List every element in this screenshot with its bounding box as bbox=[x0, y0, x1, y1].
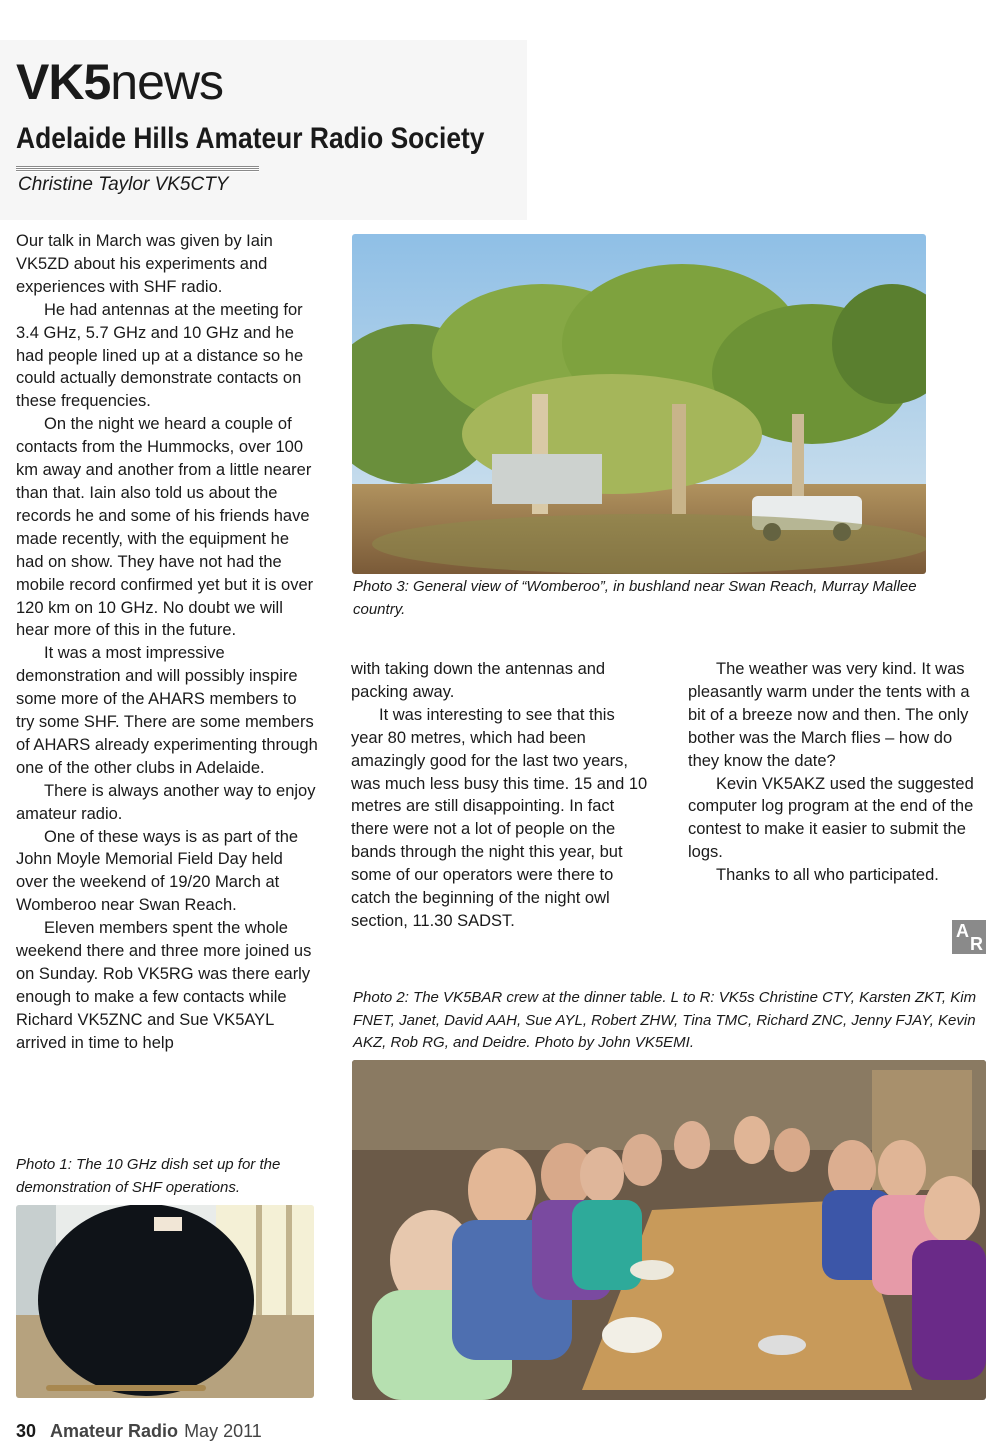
photo-2-caption: Photo 2: The VK5BAR crew at the dinner table. L to R: VK5s Christine CTY, Karsten ZKT, Kim FNET, Janet, David AAH, Sue AYL, Robert ZHW, Tina TMC, Richard ZNC, Jenny FJAY, Kevin AKZ, Rob RG, and Deidre. Photo by John VK5EMI. bbox=[353, 989, 977, 1051]
section-title bbox=[16, 52, 223, 112]
end-of-article-logo bbox=[952, 920, 986, 954]
paragraph: On the night we heard a couple of contacts from the Hummocks, over 100 km away and another from a little nearer than that. Iain also told us about the records he and some of his friends have made recently, with the equipment he had on show. They have not had the mobile record confirmed yet but it is over 120 km on 10 GHz. No doubt we will hear more of this in the future. bbox=[16, 415, 314, 640]
title-divider bbox=[16, 166, 259, 172]
article-column-2 bbox=[351, 658, 651, 933]
section-title-light: news bbox=[110, 54, 223, 110]
paragraph: It was a most impressive demonstration and will possibly inspire some more of the AHARS members to try some SHF. There are some members of AHARS already experimenting through one of the other clubs in Adelaide. bbox=[16, 644, 318, 777]
paragraph: The weather was very kind. It was pleasantly warm under the tents with a bit of a breeze now and then. The only bother was the March flies – how do they know the date? bbox=[688, 660, 970, 770]
paragraph: Eleven members spent the whole weekend there and three more joined us on Sunday. Rob VK5RG was there early enough to make a few contacts while Richard VK5ZNC and Sue VK5AYL arrived in time to help bbox=[16, 919, 312, 1052]
paragraph: with taking down the antennas and packing away. bbox=[351, 660, 606, 701]
photo-3-caption: Photo 3: General view of “Womberoo”, in bushland near Swan Reach, Murray Mallee country. bbox=[353, 578, 917, 618]
page-footer bbox=[16, 1421, 262, 1442]
paragraph: Thanks to all who participated. bbox=[716, 866, 939, 885]
paragraph: One of these ways is as part of the John Moyle Memorial Field Day held over the weekend of 19/20 March at Womberoo near Swan Reach. bbox=[16, 827, 299, 915]
logo-letter-a: A bbox=[956, 921, 969, 941]
photo-1-caption: Photo 1: The 10 GHz dish set up for the demonstration of SHF operations. bbox=[16, 1156, 281, 1196]
photo-10ghz-dish bbox=[16, 1205, 314, 1398]
magazine-name: Amateur Radio bbox=[50, 1421, 179, 1441]
page-number: 30 bbox=[16, 1421, 37, 1441]
photo-dinner-table-group bbox=[352, 1060, 986, 1400]
logo-letter-r: R bbox=[970, 934, 983, 954]
author-byline: Christine Taylor VK5CTY bbox=[18, 174, 229, 195]
paragraph: He had antennas at the meeting for 3.4 GHz, 5.7 GHz and 10 GHz and he had people lined up at a distance so he could actually demonstrate contacts on these frequencies. bbox=[16, 300, 304, 411]
issue-date: May 2011 bbox=[184, 1421, 262, 1441]
paragraph: There is always another way to enjoy amateur radio. bbox=[16, 781, 316, 823]
paragraph: Kevin VK5AKZ used the suggested computer log program at the end of the contest to make it easier to submit the logs. bbox=[688, 774, 974, 862]
article-title: Adelaide Hills Amateur Radio Society bbox=[16, 122, 485, 155]
paragraph: Our talk in March was given by Iain VK5ZD about his experiments and experiences with SHF radio. bbox=[16, 232, 273, 296]
article-column-3 bbox=[688, 658, 984, 887]
paragraph: It was interesting to see that this year 80 metres, which had been amazingly good for the last two years, was much less busy this time. 15 and 10 metres are still disappointing. In fact there were not a lot of people on the bands through the night this year, but some of our operators were there to catch the beginning of the night owl section, 11.30 SADST. bbox=[351, 705, 648, 930]
section-title-bold: VK5 bbox=[16, 54, 111, 110]
article-column-1 bbox=[16, 230, 318, 1055]
photo-womberoo-bushland bbox=[352, 234, 926, 574]
